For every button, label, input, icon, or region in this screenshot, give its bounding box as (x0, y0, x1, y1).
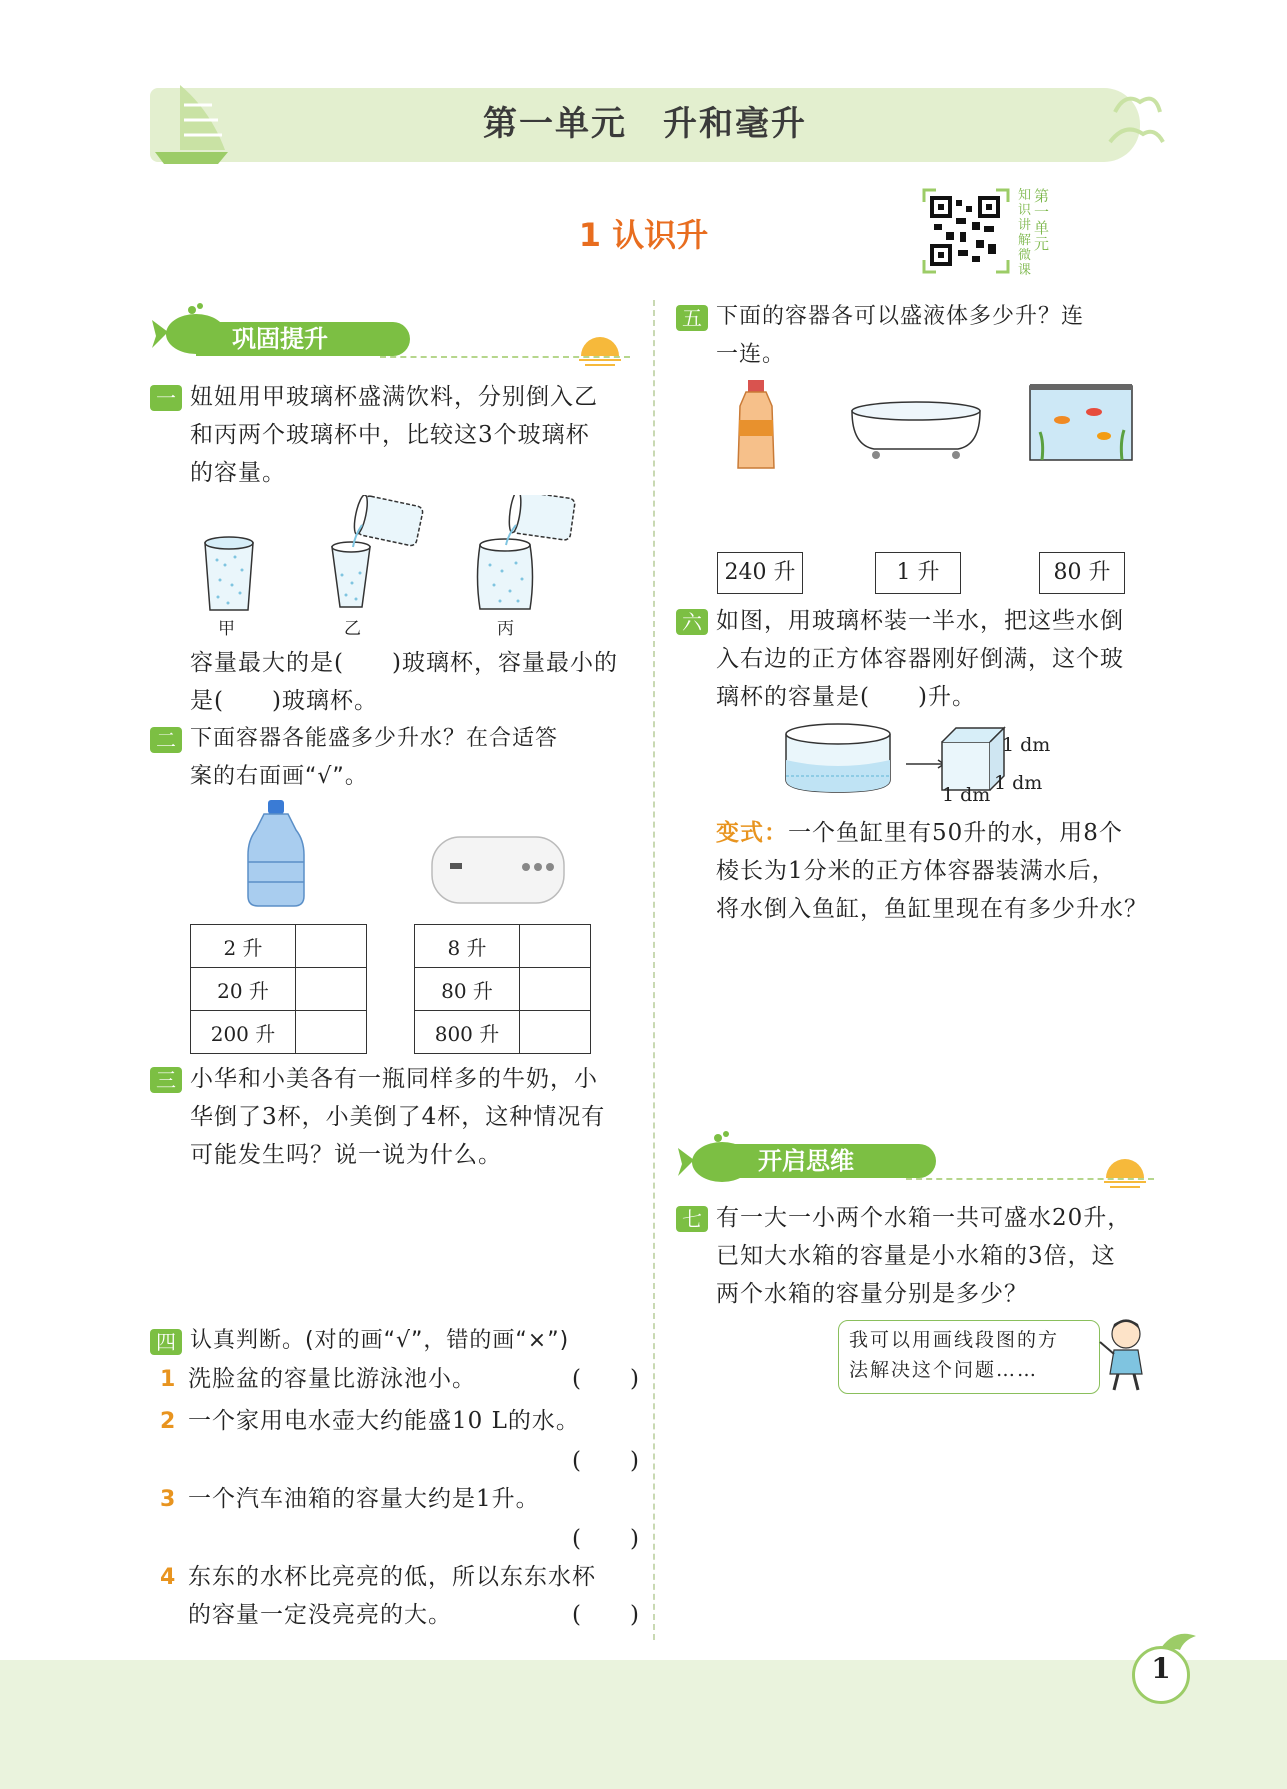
table-row: 20 升 (191, 968, 367, 1011)
oil-bottle-illustration (732, 380, 780, 472)
question-number: 五 (676, 305, 708, 331)
footer-band (0, 1660, 1287, 1789)
answer-paren[interactable]: ( ) (572, 1526, 640, 1552)
section-think: 开启思维 (722, 1144, 936, 1178)
answer-paren[interactable]: ( ) (572, 1602, 640, 1628)
glass-label-bing: 丙 (497, 619, 514, 639)
judge-item-cont: 的容量一定没亮亮的大。 ( ) (188, 1596, 640, 1634)
table-row: 2 升 (191, 925, 367, 968)
boy-character-illustration (1092, 1316, 1158, 1392)
option-box[interactable]: 240 升 (717, 552, 803, 594)
bathtub-illustration (848, 395, 984, 461)
answer-cell[interactable] (296, 925, 367, 968)
q5-text: 下面的容器各可以盛液体多少升？连 一连。 (716, 304, 1085, 367)
answer-cell[interactable] (520, 968, 591, 1011)
answer-cell[interactable] (296, 1011, 367, 1054)
answer-cell[interactable] (296, 968, 367, 1011)
judge-item: 4 东东的水杯比亮亮的低，所以东东水杯 (160, 1564, 596, 1590)
answer-cell[interactable] (520, 1011, 591, 1054)
q6-variant: 变式：一个鱼缸里有50升的水，用8个 棱长为1分米的正方体容器装满水后， 将水倒入鱼缸，鱼缸里现在有多少升水？ (716, 820, 1148, 922)
q2-right-table (414, 924, 591, 1054)
question-number: 三 (150, 1067, 182, 1093)
question-number: 一 (150, 385, 182, 411)
water-heater-illustration (430, 835, 566, 907)
sun-icon (575, 328, 625, 368)
sun-icon (1100, 1150, 1150, 1190)
question-number: 二 (150, 727, 182, 753)
q1-text: 妞妞用甲玻璃杯盛满饮料，分别倒入乙 和丙两个玻璃杯中，比较这3个玻璃杯 的容量。 (190, 384, 598, 486)
q2-left-table (190, 924, 367, 1054)
judge-item: 1 洗脸盆的容量比游泳池小。 ( ) (160, 1360, 640, 1399)
table-row: 200 升 (191, 1011, 367, 1054)
table-row: 80 升 (415, 968, 591, 1011)
three-glasses-illustration (190, 495, 600, 635)
dim-label: 1 dm (942, 784, 991, 806)
page-number: 1 (1151, 1652, 1171, 1685)
q4-title: 认真判断。(对的画“√”，错的画“×”) (190, 1328, 570, 1353)
q2-text: 下面容器各能盛多少升水？在合适答 案的右面画“√”。 (190, 726, 559, 789)
lesson-title: 1 认识升 (578, 216, 709, 254)
fish-tank-illustration (1028, 382, 1134, 462)
answer-paren[interactable]: ( ) (572, 1448, 640, 1474)
qr-frame (922, 188, 1010, 274)
q1-answer: 容量最大的是( )玻璃杯，容量最小的 是( )玻璃杯。 (190, 650, 618, 714)
option-box[interactable]: 80 升 (1039, 552, 1125, 594)
question-number: 七 (676, 1206, 708, 1232)
water-bottle-illustration (240, 800, 312, 910)
answer-paren[interactable]: ( ) (572, 1366, 640, 1392)
column-divider (653, 300, 655, 1640)
section-consolidate: 巩固提升 (196, 322, 410, 356)
question-number: 四 (150, 1329, 182, 1355)
q3-text: 小华和小美各有一瓶同样多的牛奶，小 华倒了3杯，小美倒了4杯，这种情况有 可能发生吗？说一说为什么。 (190, 1066, 606, 1168)
dim-label: 1 dm (1002, 734, 1051, 756)
glass-label-yi: 乙 (344, 619, 361, 639)
hint-bubble: 我可以用画线段图的方 法解决这个问题…… (838, 1320, 1100, 1394)
q6-text: 如图，用玻璃杯装一半水，把这些水倒 入右边的正方体容器刚好倒满，这个玻 璃杯的容量是( )升。 (716, 608, 1124, 710)
answer-cell[interactable] (520, 925, 591, 968)
q7-text: 有一大一小两个水箱一共可盛水20升， 已知大水箱的容量是小水箱的3倍，这 两个水箱的容量分别是多少？ (716, 1205, 1132, 1307)
table-row: 8 升 (415, 925, 591, 968)
unit-title: 第一单元 升和毫升 (483, 104, 807, 144)
option-box[interactable]: 1 升 (875, 552, 961, 594)
table-row: 800 升 (415, 1011, 591, 1054)
glass-label-jia: 甲 (218, 619, 235, 639)
question-number: 六 (676, 609, 708, 635)
judge-item: 3 一个汽车油箱的容量大约是1升。 (160, 1486, 540, 1512)
dim-label: 1 dm (994, 772, 1043, 794)
judge-item: 2 一个家用电水壶大约能盛10 L的水。 (160, 1408, 580, 1434)
